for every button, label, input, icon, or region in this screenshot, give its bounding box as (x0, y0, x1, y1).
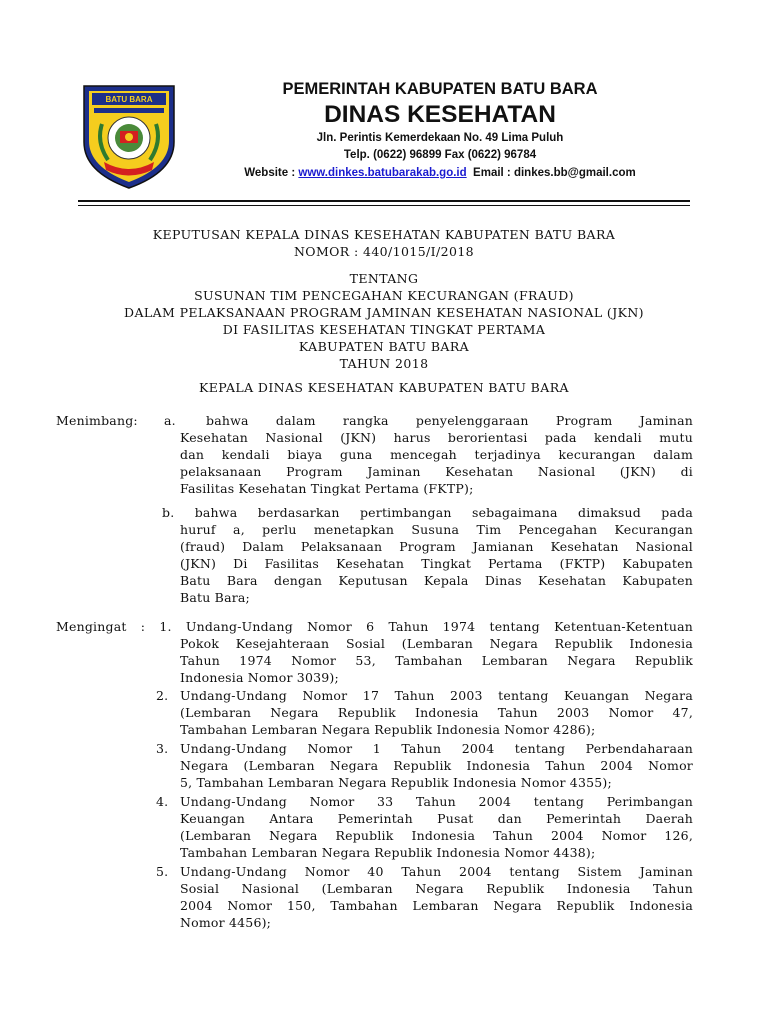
text-line: Undang-Undang Nomor 17 Tahun 2003 tentang Keuangan Negara (180, 688, 693, 703)
decree-title (56, 226, 712, 260)
menimbang-b-first-line: b. bahwa berdasarkan pertimbangan sebagaimana dimaksud pada (162, 505, 693, 520)
list-number: 5. (156, 864, 169, 879)
text-line: 5, Tambahan Lembaran Negara Republik Indonesia Nomor 4355); (180, 775, 612, 790)
text-line: (fraud) Dalam Pelaksanaan Program Jamianan Kesehatan Nasional (180, 539, 693, 554)
subject-line: DALAM PELAKSANAAN PROGRAM JAMINAN KESEHATAN NASIONAL (JKN) (124, 305, 644, 320)
batu-bara-emblem-logo (80, 80, 178, 190)
issuing-authority: KEPALA DINAS KESEHATAN KABUPATEN BATU BARA (199, 380, 569, 395)
letterhead-rule-thin (78, 205, 690, 206)
text-line: dan kendali biaya guna mencegah terjadinya kecurangan dalam (180, 447, 693, 462)
mengingat-item-4 (180, 793, 693, 861)
text-line: Batu Bara dengan Keputusan Kepala Dinas Kesehatan Kabupaten (180, 573, 693, 588)
text-line: Undang-Undang Nomor 1 Tahun 2004 tentang Perbendaharaan (180, 741, 693, 756)
text-line: Tahun 1974 Nomor 53, Tambahan Lembaran Negara Republik (180, 653, 693, 668)
letterhead-rule-thick (78, 200, 690, 202)
menimbang-a-text (180, 412, 693, 497)
text-line: Undang-Undang Nomor 40 Tahun 2004 tentang Sistem Jaminan (180, 864, 693, 879)
mengingat-item-5 (180, 863, 693, 931)
website-link[interactable]: www.dinkes.batubarakab.go.id (298, 167, 467, 179)
mengingat-item-3 (180, 740, 693, 791)
list-number: 3. (156, 741, 169, 756)
agency-name: DINAS KESEHATAN (324, 101, 556, 128)
text-line: Fasilitas Kesehatan Tingkat Pertama (FKTP); (180, 481, 474, 496)
website-label: Website : (244, 167, 299, 179)
text-line: Tambahan Lembaran Negara Republik Indonesia Nomor 4438); (180, 845, 596, 860)
text-line: huruf a, perlu menetapkan Susuna Tim Pencegahan Kecurangan (180, 522, 693, 537)
menimbang-a-marker: a. (164, 413, 176, 428)
text-line: (Lembaran Negara Republik Indonesia Tahun 2003 Nomor 47, (180, 705, 693, 720)
phone-line: Telp. (0622) 96899 Fax (0622) 96784 (343, 149, 537, 161)
text-line: bahwa dalam rangka penyelenggaraan Program Jaminan (206, 413, 693, 428)
tentang-label: TENTANG (349, 271, 419, 286)
subject-line: DI FASILITAS KESEHATAN TINGKAT PERTAMA (222, 322, 546, 337)
menimbang-b-text (180, 521, 693, 606)
text-line: Sosial Nasional (Lembaran Negara Republik Indonesia Tahun (180, 881, 693, 896)
subject-line: TAHUN 2018 (339, 356, 429, 371)
subject-line: KABUPATEN BATU BARA (298, 339, 470, 354)
decree-number: NOMOR : 440/1015/I/2018 (293, 244, 475, 259)
mengingat-item-2 (180, 687, 693, 738)
contact-line (190, 164, 690, 182)
subject-line: SUSUNAN TIM PENCEGAHAN KECURANGAN (FRAUD) (194, 288, 574, 303)
text-line: pelaksanaan Program Jaminan Kesehatan Nasional (JKN) di (180, 464, 693, 479)
text-line: Batu Bara; (180, 590, 250, 605)
government-name: PEMERINTAH KABUPATEN BATU BARA (282, 80, 598, 98)
text-line: (JKN) Di Fasilitas Kesehatan Tingkat Pertama (FKTP) Kabupaten (180, 556, 693, 571)
text-line: Tambahan Lembaran Negara Republik Indonesia Nomor 4286); (180, 722, 596, 737)
logo-text: BATU BARA (105, 95, 153, 104)
text-line: Pokok Kesejahteraan Sosial (Lembaran Negara Republik Indonesia (180, 636, 693, 651)
text-line: Negara (Lembaran Negara Republik Indonesia Tahun 2004 Nomor (180, 758, 693, 773)
decree-subject (56, 270, 712, 372)
list-number: 4. (156, 794, 169, 809)
text-line: Kesehatan Nasional (JKN) harus berorientasi pada kendali mutu (180, 430, 693, 445)
mengingat-first-line: Mengingat : 1. Undang-Undang Nomor 6 Tahun 1974 tentang Ketentuan-Ketentuan (56, 619, 693, 634)
menimbang-label: Menimbang: (56, 413, 138, 428)
list-number: 2. (156, 688, 169, 703)
text-line: Indonesia Nomor 3039); (180, 670, 339, 685)
decree-title-line: KEPUTUSAN KEPALA DINAS KESEHATAN KABUPATEN BATU BARA (152, 227, 616, 242)
mengingat-item-1 (180, 635, 693, 686)
letterhead (190, 78, 690, 182)
address-line: Jln. Perintis Kemerdekaan No. 49 Lima Puluh (316, 132, 564, 144)
text-line: (Lembaran Negara Republik Indonesia Tahun 2004 Nomor 126, (180, 828, 693, 843)
text-line: 2004 Nomor 150, Tambahan Lembaran Negara Republik Indonesia (180, 898, 693, 913)
email-text: Email : dinkes.bb@gmail.com (473, 167, 636, 179)
text-line: Undang-Undang Nomor 33 Tahun 2004 tentang Perimbangan (180, 794, 693, 809)
text-line: Nomor 4456); (180, 915, 272, 930)
text-line: Keuangan Antara Pemerintah Pusat dan Pemerintah Daerah (180, 811, 693, 826)
